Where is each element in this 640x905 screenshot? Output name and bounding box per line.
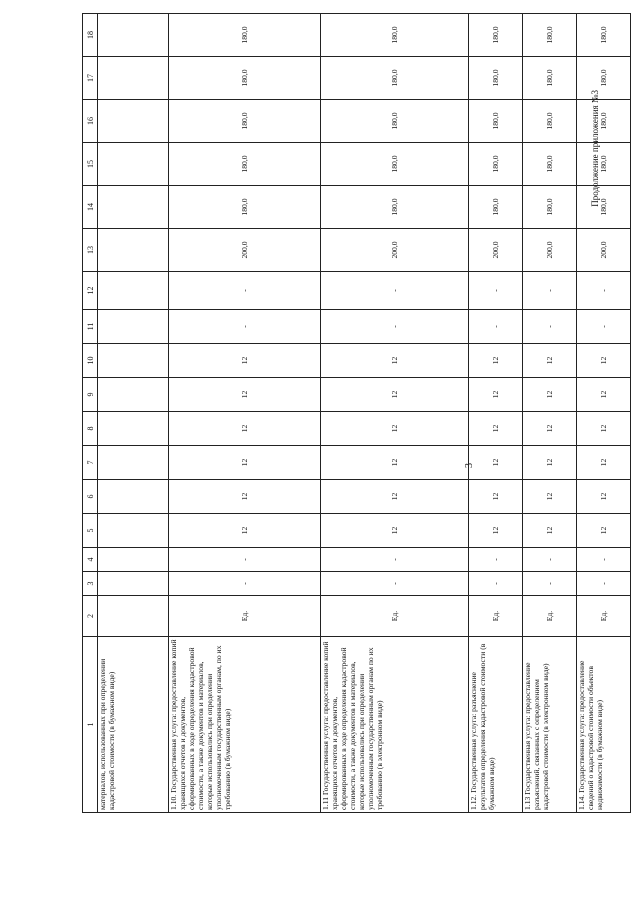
value-cell: 12 — [169, 446, 321, 480]
value-cell: 12 — [577, 480, 631, 514]
table-row — [98, 14, 169, 813]
service-name-cell: 1.10. Государственная услуга: предоставление копий хранящихся отчетов и документов, сформированных в ходе определения кадастровой стоимости, а также документов и материалов, которые использовались при определении уполномоченным государственным органам, по их требованию (в бумажном виде) — [169, 637, 321, 813]
column-number: 14 — [83, 186, 98, 229]
column-number: 9 — [83, 378, 98, 412]
value-cell — [98, 57, 169, 100]
value-cell: 180,0 — [523, 57, 577, 100]
value-cell: 180,0 — [469, 143, 523, 186]
value-cell: 180,0 — [469, 100, 523, 143]
value-cell: Ед. — [169, 596, 321, 637]
service-name-cell: 1.14. Государственная услуга: предоставление сведений о кадастровой стоимости объектов недвижимости (в бумажном виде) — [577, 637, 631, 813]
value-cell — [98, 378, 169, 412]
appendix-caption: Продолжение приложения №3 — [590, 90, 600, 207]
value-cell: 180,0 — [523, 14, 577, 57]
service-name-cell: 1.12. Государственная услуга: разъяснение результатов определения кадастровой стоимости (в бумажном виде) — [469, 637, 523, 813]
table-row — [577, 14, 631, 813]
value-cell: 12 — [523, 344, 577, 378]
value-cell: 200,0 — [577, 229, 631, 272]
value-cell — [98, 412, 169, 446]
column-number: 3 — [83, 572, 98, 596]
value-cell: 180,0 — [321, 143, 469, 186]
value-cell: 180,0 — [523, 143, 577, 186]
value-cell: 12 — [523, 480, 577, 514]
value-cell: - — [577, 310, 631, 344]
value-cell: 12 — [321, 378, 469, 412]
column-number: 2 — [83, 596, 98, 637]
value-cell: 12 — [321, 446, 469, 480]
value-cell: - — [169, 310, 321, 344]
service-name-cell: 1.11 Государственная услуга: предоставление копий хранящихся отчетов и документов, сформированных в ходе определения кадастровой стоимости, а также документов и материалов, которые использовались при определении уполномоченным государственным органам по их требованию (в электронном виде) — [321, 637, 469, 813]
value-cell — [98, 344, 169, 378]
value-cell: 12 — [169, 344, 321, 378]
value-cell: 12 — [469, 480, 523, 514]
column-number: 8 — [83, 412, 98, 446]
value-cell: 12 — [469, 378, 523, 412]
table-row — [321, 14, 469, 813]
column-number: 18 — [83, 14, 98, 57]
value-cell — [98, 186, 169, 229]
value-cell: 200,0 — [469, 229, 523, 272]
value-cell — [98, 514, 169, 548]
value-cell: 12 — [169, 378, 321, 412]
value-cell: 200,0 — [169, 229, 321, 272]
value-cell: 12 — [577, 344, 631, 378]
value-cell: 180,0 — [577, 100, 631, 143]
value-cell: - — [169, 272, 321, 310]
value-cell: 12 — [169, 412, 321, 446]
value-cell: 12 — [321, 412, 469, 446]
value-cell: 180,0 — [577, 14, 631, 57]
value-cell: 180,0 — [523, 100, 577, 143]
value-cell: 180,0 — [577, 143, 631, 186]
value-cell: 180,0 — [577, 57, 631, 100]
value-cell: 12 — [523, 412, 577, 446]
services-table — [82, 13, 631, 813]
value-cell: 180,0 — [169, 186, 321, 229]
value-cell: 180,0 — [169, 100, 321, 143]
value-cell: - — [469, 548, 523, 572]
value-cell: - — [321, 310, 469, 344]
column-number: 6 — [83, 480, 98, 514]
value-cell: 200,0 — [523, 229, 577, 272]
value-cell: 12 — [469, 344, 523, 378]
value-cell: 200,0 — [321, 229, 469, 272]
value-cell: - — [321, 548, 469, 572]
table-row — [469, 14, 523, 813]
value-cell: - — [169, 548, 321, 572]
value-cell: 180,0 — [469, 186, 523, 229]
value-cell: 12 — [523, 514, 577, 548]
column-number: 1 — [83, 637, 98, 813]
value-cell: 12 — [469, 412, 523, 446]
value-cell: - — [523, 310, 577, 344]
value-cell — [98, 480, 169, 514]
service-name-cell: 1.13 Государственная услуга: предоставление разъяснений, связанных с определением кадастровой стоимости (в электронном виде) — [523, 637, 577, 813]
value-cell: 12 — [523, 446, 577, 480]
value-cell: 180,0 — [523, 186, 577, 229]
column-number: 16 — [83, 100, 98, 143]
column-number: 10 — [83, 344, 98, 378]
value-cell: 180,0 — [321, 57, 469, 100]
value-cell: 180,0 — [169, 14, 321, 57]
value-cell: - — [469, 272, 523, 310]
value-cell — [98, 310, 169, 344]
value-cell: 12 — [321, 480, 469, 514]
value-cell: - — [169, 572, 321, 596]
value-cell: Ед. — [577, 596, 631, 637]
value-cell: - — [577, 272, 631, 310]
value-cell: - — [321, 572, 469, 596]
value-cell — [98, 548, 169, 572]
value-cell: 180,0 — [321, 186, 469, 229]
value-cell: 12 — [169, 480, 321, 514]
value-cell: Ед. — [469, 596, 523, 637]
value-cell: 180,0 — [469, 14, 523, 57]
value-cell: 180,0 — [169, 143, 321, 186]
column-number: 7 — [83, 446, 98, 480]
column-number: 4 — [83, 548, 98, 572]
value-cell — [98, 143, 169, 186]
value-cell — [98, 229, 169, 272]
value-cell: 180,0 — [577, 186, 631, 229]
value-cell: - — [321, 272, 469, 310]
value-cell: 180,0 — [321, 14, 469, 57]
table-row — [169, 14, 321, 813]
value-cell: - — [523, 272, 577, 310]
page-number: 3 — [464, 463, 475, 468]
value-cell — [98, 446, 169, 480]
value-cell: 12 — [469, 514, 523, 548]
value-cell: - — [577, 548, 631, 572]
value-cell: 12 — [321, 514, 469, 548]
column-number-row — [83, 14, 98, 813]
column-number: 17 — [83, 57, 98, 100]
value-cell: 12 — [169, 514, 321, 548]
column-number: 12 — [83, 272, 98, 310]
table-body — [98, 14, 631, 813]
value-cell — [98, 596, 169, 637]
service-name-cell: материалов, использованных при определении кадастровой стоимости (в бумажном виде) — [98, 637, 169, 813]
value-cell: Ед. — [523, 596, 577, 637]
column-number: 11 — [83, 310, 98, 344]
value-cell: - — [469, 310, 523, 344]
value-cell: 12 — [523, 378, 577, 412]
value-cell: 12 — [469, 446, 523, 480]
value-cell: - — [523, 572, 577, 596]
value-cell — [98, 272, 169, 310]
value-cell — [98, 572, 169, 596]
value-cell: Ед. — [321, 596, 469, 637]
value-cell: 12 — [577, 412, 631, 446]
column-number: 5 — [83, 514, 98, 548]
value-cell: 12 — [577, 514, 631, 548]
value-cell: 180,0 — [321, 100, 469, 143]
table-row — [523, 14, 577, 813]
value-cell: - — [523, 548, 577, 572]
value-cell: 12 — [577, 378, 631, 412]
value-cell: - — [577, 572, 631, 596]
value-cell: 12 — [321, 344, 469, 378]
value-cell: 12 — [577, 446, 631, 480]
column-number: 15 — [83, 143, 98, 186]
value-cell: 180,0 — [469, 57, 523, 100]
value-cell — [98, 100, 169, 143]
value-cell: 180,0 — [169, 57, 321, 100]
value-cell — [98, 14, 169, 57]
value-cell: - — [469, 572, 523, 596]
column-number: 13 — [83, 229, 98, 272]
